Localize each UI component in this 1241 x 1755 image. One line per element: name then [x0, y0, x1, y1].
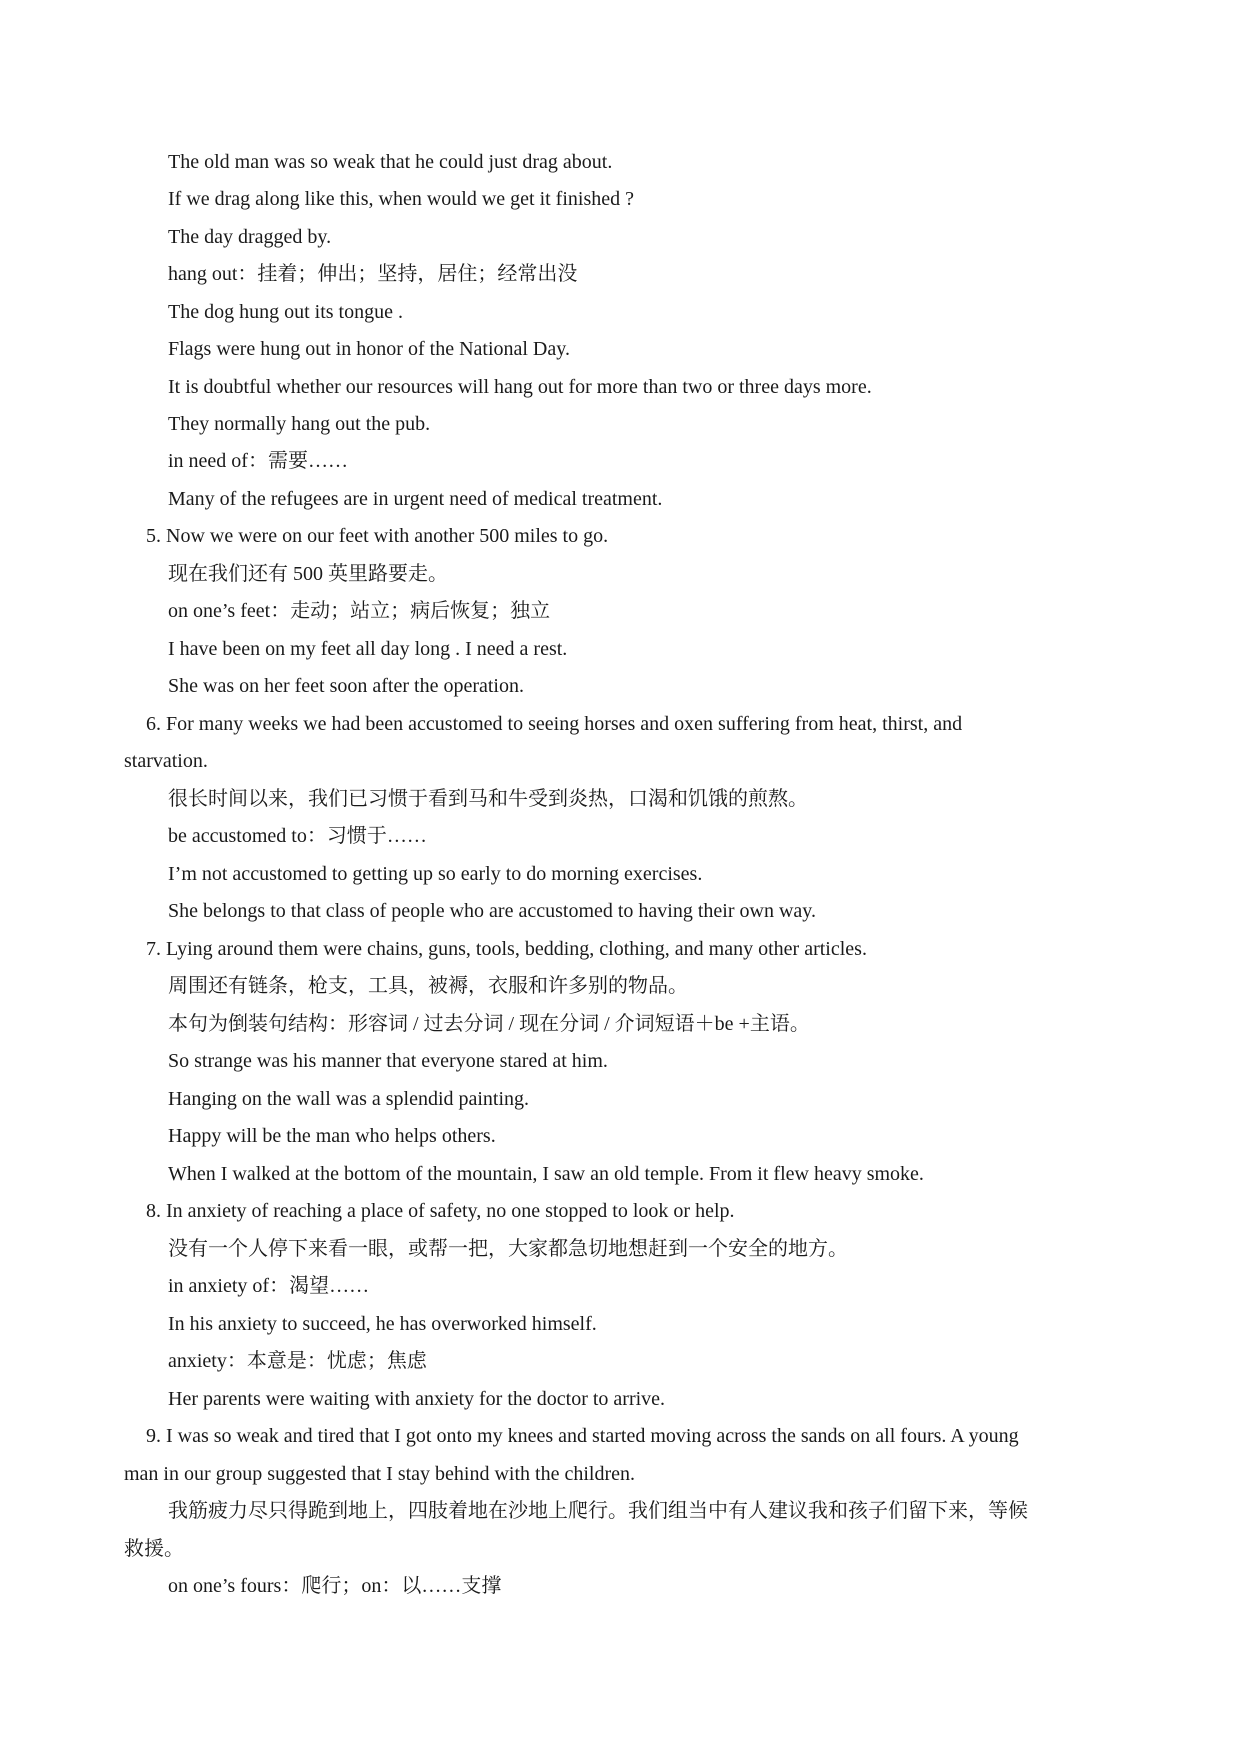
text-line-wrap: starvation.	[124, 750, 208, 772]
text-line: I have been on my feet all day long . I need a rest.	[168, 638, 568, 660]
numbered-item-9: 9. I was so weak and tired that I got onto my knees and started moving across the sands on all fours. A young	[146, 1425, 1019, 1447]
numbered-item-5: 5. Now we were on our feet with another 500 miles to go.	[146, 525, 609, 547]
text-line: Many of the refugees are in urgent need of medical treatment.	[168, 488, 663, 510]
text-line: 周围还有链条，枪支，工具，被褥，衣服和许多别的物品。	[168, 975, 688, 997]
text-line: in anxiety of：渴望……	[168, 1275, 370, 1297]
text-line: in need of：需要……	[168, 450, 348, 472]
text-line: 很长时间以来，我们已习惯于看到马和牛受到炎热，口渴和饥饿的煎熬。	[168, 788, 808, 810]
text-line: Hanging on the wall was a splendid painting.	[168, 1088, 530, 1110]
text-line: anxiety：本意是：忧虑；焦虑	[168, 1350, 427, 1372]
text-line: on one’s feet：走动；站立；病后恢复；独立	[168, 600, 551, 622]
text-line: 本句为倒装句结构：形容词 / 过去分词 / 现在分词 / 介词短语＋be +主语。	[168, 1013, 810, 1035]
text-line-wrap: man in our group suggested that I stay behind with the children.	[124, 1463, 636, 1485]
text-line: She belongs to that class of people who are accustomed to having their own way.	[168, 900, 816, 922]
numbered-item-8: 8. In anxiety of reaching a place of safety, no one stopped to look or help.	[146, 1200, 735, 1222]
text-line: It is doubtful whether our resources will hang out for more than two or three days more.	[168, 376, 872, 398]
text-line: Her parents were waiting with anxiety for the doctor to arrive.	[168, 1388, 666, 1410]
text-line: When I walked at the bottom of the mountain, I saw an old temple. From it flew heavy smoke.	[168, 1163, 924, 1185]
numbered-item-6: 6. For many weeks we had been accustomed to seeing horses and oxen suffering from heat, thirst, and	[146, 713, 963, 735]
text-line: 没有一个人停下来看一眼，或帮一把，大家都急切地想赶到一个安全的地方。	[168, 1238, 848, 1260]
text-line: Happy will be the man who helps others.	[168, 1125, 496, 1147]
text-line: So strange was his manner that everyone stared at him.	[168, 1050, 608, 1072]
text-line: The dog hung out its tongue .	[168, 301, 403, 323]
text-line: The day dragged by.	[168, 226, 332, 248]
text-line: She was on her feet soon after the operation.	[168, 675, 524, 697]
text-line: 我筋疲力尽只得跪到地上，四肢着地在沙地上爬行。我们组当中有人建议我和孩子们留下来，等候	[168, 1500, 1028, 1522]
text-line: If we drag along like this, when would we get it finished ?	[168, 188, 634, 210]
text-line: They normally hang out the pub.	[168, 413, 431, 435]
text-line: Flags were hung out in honor of the National Day.	[168, 338, 570, 360]
text-line: I’m not accustomed to getting up so early to do morning exercises.	[168, 863, 703, 885]
text-line: The old man was so weak that he could just drag about.	[168, 151, 613, 173]
text-line: In his anxiety to succeed, he has overworked himself.	[168, 1313, 597, 1335]
text-line: on one’s fours：爬行；on：以……支撑	[168, 1575, 502, 1597]
text-line: be accustomed to：习惯于……	[168, 825, 427, 847]
text-line: 现在我们还有 500 英里路要走。	[168, 563, 448, 585]
text-line-wrap: 救援。	[124, 1538, 184, 1560]
numbered-item-7: 7. Lying around them were chains, guns, tools, bedding, clothing, and many other articles.	[146, 938, 867, 960]
text-line: hang out：挂着；伸出；坚持，居住；经常出没	[168, 263, 578, 285]
